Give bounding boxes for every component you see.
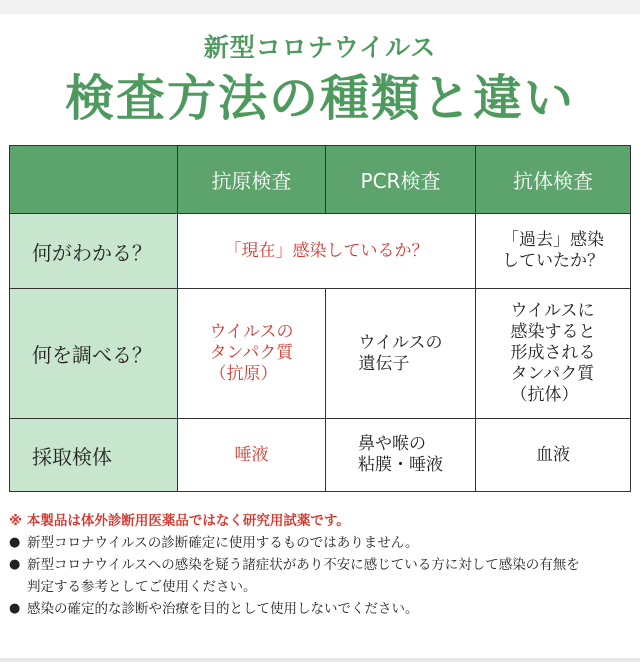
cell-line: 「過去」感染 bbox=[502, 230, 604, 250]
cell-line: タンパク質 bbox=[209, 343, 294, 363]
row-label-specimen: 採取検体 bbox=[10, 419, 178, 492]
note-item bbox=[9, 598, 634, 620]
table-row bbox=[10, 289, 631, 419]
cell-line: タンパク質 bbox=[510, 364, 595, 384]
page-title: 検査方法の種類と違い bbox=[64, 70, 575, 127]
cell-line: していたか？ bbox=[502, 251, 604, 271]
cell-line: （抗原） bbox=[209, 364, 278, 384]
row-label-what-detected: 何がわかる？ bbox=[10, 214, 178, 289]
cell-line: 感染すると bbox=[510, 322, 596, 342]
table-row bbox=[10, 214, 631, 289]
cell-line: ウイルスの bbox=[209, 322, 294, 342]
top-strip bbox=[0, 0, 640, 14]
cell-line: （抗体） bbox=[510, 385, 579, 405]
cell-line: 形成される bbox=[510, 343, 596, 363]
bottom-strip bbox=[0, 658, 640, 662]
cell-current-infection: 「現在」感染しているか？ bbox=[178, 214, 476, 289]
cell-line: 粘膜・唾液 bbox=[358, 455, 443, 475]
header-corner bbox=[10, 146, 178, 214]
cell-antigen-specimen: 唾液 bbox=[178, 419, 326, 492]
cell-past-infection bbox=[476, 214, 631, 289]
header-pcr-test: PCR検査 bbox=[326, 146, 476, 214]
cell-line: 鼻や喉の bbox=[358, 434, 426, 454]
page-subtitle: 新型コロナウイルス bbox=[203, 33, 437, 62]
bullet-icon: ● bbox=[9, 557, 21, 572]
note-item bbox=[9, 532, 634, 554]
header-antibody-test: 抗体検査 bbox=[476, 146, 631, 214]
comparison-table bbox=[9, 145, 631, 492]
cell-pcr-specimen bbox=[326, 419, 476, 492]
bullet-icon: ● bbox=[9, 535, 21, 550]
row-label-what-examined: 何を調べる？ bbox=[10, 289, 178, 419]
note-text-line: 新型コロナウイルスへの感染を疑う諸症状があり不安に感じている方に対して感染の有無を bbox=[27, 557, 580, 573]
note-text bbox=[27, 554, 634, 598]
cell-antibody-target bbox=[476, 289, 631, 419]
note-text: 新型コロナウイルスの診断確定に使用するものではありません。 bbox=[27, 535, 419, 551]
research-reagent-warning: ※ 本製品は体外診断用医薬品ではなく研究用試薬です。 bbox=[9, 513, 350, 529]
bullet-icon: ● bbox=[9, 601, 21, 616]
header-antigen-test: 抗原検査 bbox=[178, 146, 326, 214]
cell-pcr-target bbox=[326, 289, 476, 419]
note-item bbox=[9, 554, 634, 598]
table-row bbox=[10, 419, 631, 492]
cell-antibody-specimen: 血液 bbox=[476, 419, 631, 492]
note-text-line: 判定する参考としてご使用ください。 bbox=[27, 579, 257, 595]
cell-line: ウイルスに bbox=[510, 301, 595, 321]
notes-section bbox=[9, 510, 634, 620]
cell-line: ウイルスの bbox=[358, 332, 443, 353]
note-text: 感染の確定的な診断や治療を目的として使用しないでください。 bbox=[27, 601, 419, 617]
cell-antigen-target bbox=[178, 289, 326, 419]
cell-line: 遺伝子 bbox=[358, 353, 410, 374]
table-header-row bbox=[10, 146, 631, 214]
